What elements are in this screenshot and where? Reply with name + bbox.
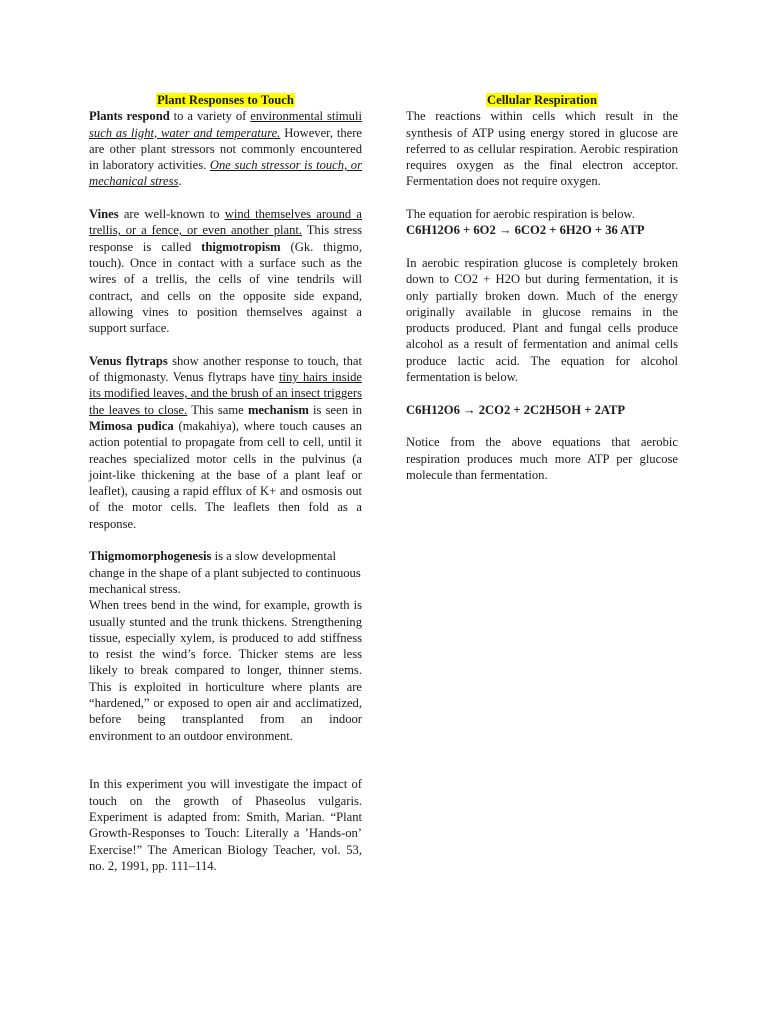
plants-respond-paragraph: Plants respond to a variety of environmental stimuli such as light, water and temperature. However, there are other plant stressors not commonly encountered in laboratory activities. One such stressor is touch, or mechanical stress. xyxy=(89,109,362,189)
comparison-paragraph: Notice from the above equations that aerobic respiration produces much more ATP per glucose molecule than fermentation. xyxy=(406,435,678,482)
respiration-intro-paragraph: The reactions within cells which result in the synthesis of ATP using energy stored in glucose are referred to as cellular respiration. Aerobic respiration requires oxygen as the final electron acceptor. Fermentation does not require oxygen. xyxy=(406,109,678,189)
right-column xyxy=(406,92,678,483)
aerobic-equation-intro: The equation for aerobic respiration is below. xyxy=(406,207,635,222)
left-column xyxy=(89,92,362,874)
aerobic-equation: C6H12O6 + 6O2 → 6CO2 + 6H2O + 36 ATP xyxy=(406,223,645,238)
thigmomorphogenesis-paragraph: Thigmomorphogenesis is a slow developmental change in the shape of a plant subjected to continuous mechanical stress. When trees bend in the wind, for example, growth is usually stunted and the trunk thickens. Strengthening tissue, especially xylem, is produced to add stiffness to resist the wind’s force. Thicker stems are less likely to break compared to longer, thinner stems. This is exploited in horticulture where plants are “hardened,” or exposed to open air and acclimatized, before being transplanted from an indoor environment to an outdoor environment. xyxy=(89,549,362,743)
cellular-respiration-heading: Cellular Respiration xyxy=(487,93,597,107)
fermentation-equation: C6H12O6 → 2CO2 + 2C2H5OH + 2ATP xyxy=(406,402,626,417)
venus-flytraps-paragraph: Venus flytraps show another response to touch, that of thigmonasty. Venus flytraps have tiny hairs inside its modified leaves, and the brush of an insect triggers the leaves to close. This same mechanism is seen in Mimosa pudica (makahiya), where touch causes an action potential to propagate from cell to cell, until it reaches specialized motor cells in the pulvinus (a joint-like thickening at the base of a plant leaf or leaflet), causing a rapid efflux of K+ and osmosis out of the motor cells. The leaflets then fold as a response. xyxy=(89,353,363,531)
experiment-paragraph: In this experiment you will investigate the impact of touch on the growth of Phaseolus vulgaris. Experiment is adapted from: Smith, Marian. “Plant Growth-Responses to Touch: Literally a ’Hands-on’ Exercise!” The American Biology Teacher, vol. 53, no. 2, 1991, pp. 111–114. xyxy=(89,777,362,873)
plant-responses-heading: Plant Responses to Touch xyxy=(157,93,294,107)
fermentation-paragraph: In aerobic respiration glucose is completely broken down to CO2 + H2O but during fermentation, it is only partially broken down. Much of the energy originally available in glucose remains in the products produced. Plant and fungal cells produce alcohol as a result of fermentation and animal cells produce lactic acid. The equation for alcohol fermentation is below. xyxy=(406,255,678,385)
vines-paragraph: Vines are well-known to wind themselves around a trellis, or a fence, or even another plant. This stress response is called thigmotropism (Gk. thigmo, touch). Once in contact with a surface such as the wires of a trellis, the cells of vine tendrils will contract, and cells on the opposite side expand, allowing vines to position themselves against a support surface. xyxy=(89,207,362,336)
